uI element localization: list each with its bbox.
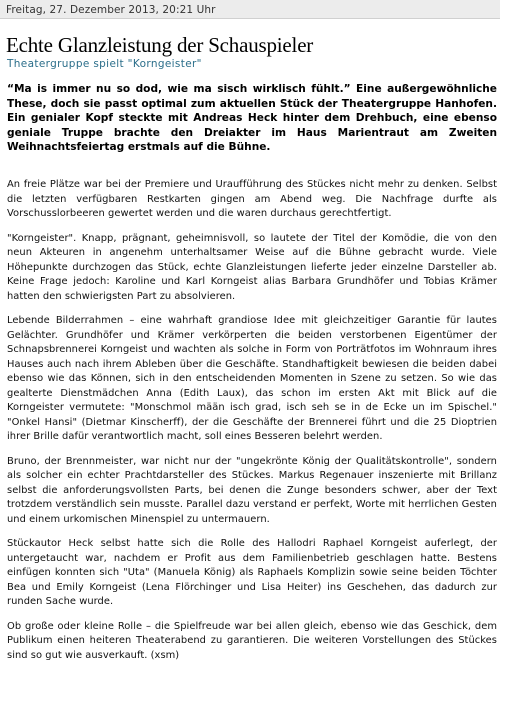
dateline: Freitag, 27. Dezember 2013, 20:21 Uhr (0, 0, 500, 19)
lead-paragraph: “Ma is immer nu so dod, wie ma sisch wirklisch fühlt.” Eine außergewöhnliche These, doch sie passt optimal zum aktuellen Stück der Theatergruppe Hanhofen. Ein genialer Kopf steckte mit Andreas Heck hinter dem Drehbuch, eine ebenso geniale Truppe brachte den Dreiakter im Haus Marientraut am Zweiten Weihnachtsfeiertag erstmals auf die Bühne. (7, 83, 497, 154)
article-body (7, 178, 497, 673)
article-paragraph-3: Lebende Bilderrahmen – eine wahrhaft grandiose Idee mit gleichzeitiger Garantie für lautes Gelächter. Grundhöfer und Krämer verkörperten die beiden verstorbenen Eigentümer der Schnapsbrennerei Korngeist und wachten als solche in Form von Porträtfotos im Wohnraum ihres Hauses auch nach ihrem Ableben über die Geschäfte. Standhaftigkeit bewiesen die beiden dabei ebenso wie das Können, sich in den entscheidenden Momenten in Szene zu setzen. So wie das gealterte Dienstmädchen Anna (Edith Laux), das schon im ersten Akt mit Blick auf die Korngeister vermutete: "Monschmol mään isch grad, isch seh se in de Ecke un im Spischel." "Onkel Hansi" (Dietmar Kinscherff), der die Geschäfte der Brennerei führt und die 25 Dioptrien ihrer Brille dafür verantwortlich macht, soll eines Besseren belehrt werden. (7, 315, 497, 442)
article-paragraph-5: Stückautor Heck selbst hatte sich die Rolle des Hallodri Raphael Korngeist auferlegt, der untergetaucht war, nachdem er Profit aus dem Familienbetrieb geschlagen hatte. Bestens einfügen konnten sich "Uta" (Manuela König) als Raphaels Komplizin sowie seine beiden Töchter Bea und Emily Korngeist (Lena Flörchinger und Lisa Heiter) ins Geschehen, das dadurch zur runden Sache wurde. (7, 538, 497, 607)
headline: Echte Glanzleistung der Schauspieler (6, 33, 314, 57)
subheadline: Theatergruppe spielt "Korngeister" (7, 58, 202, 70)
article-paragraph-4: Bruno, der Brennmeister, war nicht nur der "ungekrönte König der Qualitätskontrolle", sondern als solcher ein echter Prachtdarsteller des Stückes. Markus Regenauer inszenierte mit Brillanz selbst die anforderungsvollsten Parts, bei denen die Zunge besonders schwer, aber der Text trotzdem verständlich sein musste. Parallel dazu verstand er perfekt, Worte mit herrlichen Gesten und einem urkomischen Minenspiel zu untermauern. (7, 455, 497, 525)
article-paragraph-1: An freie Plätze war bei der Premiere und Uraufführung des Stückes nicht mehr zu denken. Selbst die letzten verfügbaren Restkarten gingen am Abend weg. Die Nachfrage durfte als Vorschusslorbeeren gewertet werden und die waren durchaus gerechtfertigt. (7, 179, 497, 219)
article-paragraph-2: "Korngeister". Knapp, prägnant, geheimnisvoll, so lautete der Titel der Komödie, die von den neun Akteuren in angenehm unterhaltsamer Weise auf die Bühne gebracht wurde. Viele Höhepunkte durchzogen das Stück, echte Glanzleistungen lieferte jeder einzelne Darsteller ab. Keine Frage jedoch: Karoline und Karl Korngeist alias Barbara Grundhöfer und Tobias Krämer hatten den schwierigsten Part zu absolvieren. (7, 232, 497, 302)
article-paragraph-6: Ob große oder kleine Rolle – die Spielfreude war bei allen gleich, ebenso wie das Geschick, dem Publikum einen heiteren Theaterabend zu garantieren. Die weiteren Vorstellungen des Stückes sind so gut wie ausverkauft. (xsm) (7, 620, 497, 661)
